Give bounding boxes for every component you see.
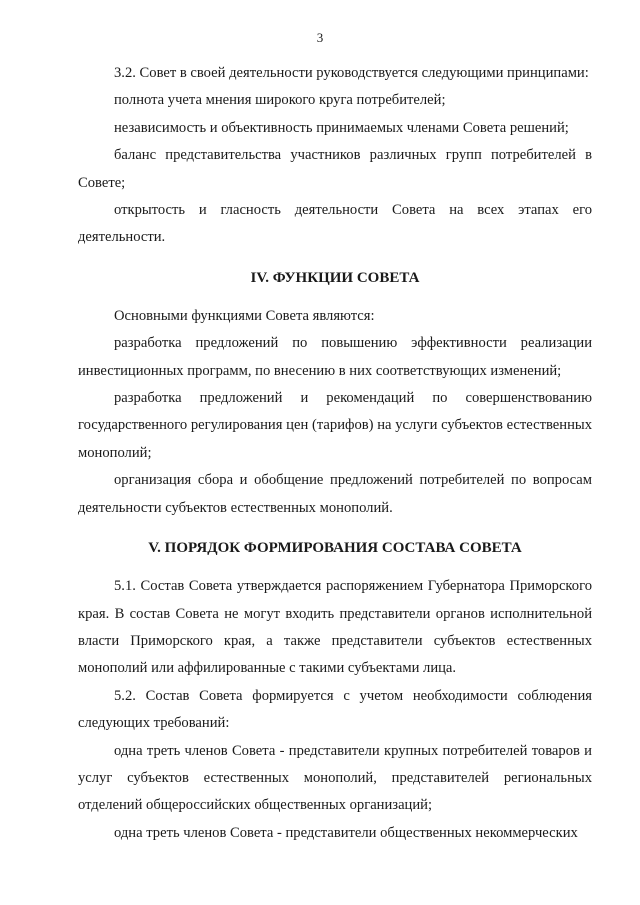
page-number: 3	[316, 30, 324, 45]
section-heading-functions: IV. ФУНКЦИИ СОВЕТА	[250, 269, 420, 286]
function-item: организация сбора и обобщение предложений потребителей по вопросам деятельности субъектов естественных монополий.	[78, 472, 592, 516]
section-heading-composition: V. ПОРЯДОК ФОРМИРОВАНИЯ СОСТАВА СОВЕТА	[148, 540, 522, 557]
functions-intro: Основными функциями Совета являются:	[114, 307, 375, 324]
principle-item: баланс представительства участников различных групп потребителей в Совете;	[78, 147, 592, 191]
requirement-item: одна треть членов Совета - представители крупных потребителей товаров и услуг субъектов естественных монополий, представителей региональных отделений общероссийских общественных организаций;	[78, 742, 592, 814]
principle-item: независимость и объективность принимаемых членами Совета решений;	[114, 119, 569, 136]
principle-item: полнота учета мнения широкого круга потребителей;	[114, 92, 446, 109]
paragraph-5-2: 5.2. Состав Совета формируется с учетом необходимости соблюдения следующих требований:	[78, 687, 592, 732]
requirement-item: одна треть членов Совета - представители общественных некоммерческих	[114, 824, 578, 841]
paragraph-5-1: 5.1. Состав Совета утверждается распоряжением Губернатора Приморского края. В состав Совета не могут входить представители органов исполнительной власти Приморского края, а также представители субъектов естественных монополий или аффилированные с такими субъектами лица.	[78, 578, 592, 677]
paragraph-3-2: 3.2. Совет в своей деятельности руководствуется следующими принципами:	[114, 65, 589, 81]
principle-item: открытость и гласность деятельности Совета на всех этапах его деятельности.	[78, 202, 592, 246]
function-item: разработка предложений по повышению эффективности реализации инвестиционных программ, по внесению в них соответствующих изменений;	[78, 335, 592, 379]
document-body	[78, 60, 592, 847]
function-item: разработка предложений и рекомендаций по совершенствованию государственного регулирования цен (тарифов) на услуги субъектов естественных монополий;	[78, 390, 592, 461]
